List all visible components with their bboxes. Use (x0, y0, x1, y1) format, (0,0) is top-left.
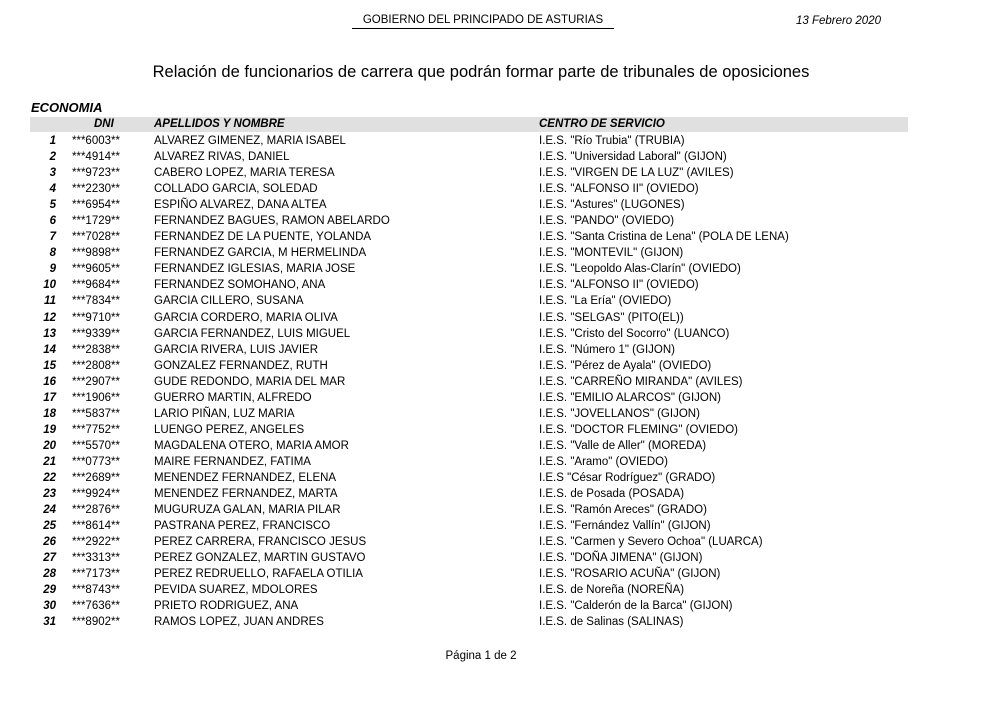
table-row (30, 438, 908, 454)
dni-cell: ***2922** (72, 536, 120, 549)
center-cell: I.E.S. "Santa Cristina de Lena" (POLA DE LENA) (539, 231, 789, 244)
row-number: 27 (43, 552, 56, 565)
table-row (30, 293, 908, 309)
column-header-name: APELLIDOS Y NOMBRE (154, 118, 285, 130)
dni-cell: ***2230** (72, 183, 120, 196)
name-cell: MUGURUZA GALAN, MARIA PILAR (154, 504, 341, 517)
dni-cell: ***9924** (72, 488, 120, 501)
table-row (30, 149, 908, 165)
table-row (30, 181, 908, 197)
name-cell: GARCIA CILLERO, SUSANA (154, 295, 304, 308)
center-cell: I.E.S. "JOVELLANOS" (GIJON) (539, 407, 700, 420)
dni-cell: ***4914** (72, 151, 120, 164)
dni-cell: ***7173** (72, 568, 120, 581)
name-cell: FERNANDEZ BAGUES, RAMON ABELARDO (154, 215, 390, 228)
center-cell: I.E.S. "Valle de Aller" (MOREDA) (539, 439, 707, 452)
row-number: 19 (43, 423, 56, 436)
row-number: 14 (43, 343, 56, 356)
table-row (30, 534, 908, 550)
dni-cell: ***2876** (72, 504, 120, 517)
dni-cell: ***9684** (72, 279, 120, 292)
table-row (30, 454, 908, 470)
dni-cell: ***6954** (72, 199, 120, 212)
section-heading: ECONOMIA (31, 100, 103, 115)
center-cell: I.E.S. "ALFONSO II" (OVIEDO) (539, 279, 699, 292)
column-header-center: CENTRO DE SERVICIO (539, 118, 665, 130)
name-cell: MENENDEZ FERNANDEZ, MARTA (154, 488, 338, 501)
name-cell: PASTRANA PEREZ, FRANCISCO (154, 520, 331, 533)
dni-cell: ***9605** (72, 263, 120, 276)
row-number: 4 (49, 183, 56, 196)
row-number: 21 (43, 455, 56, 468)
row-number: 6 (49, 215, 56, 228)
row-number: 11 (44, 295, 56, 308)
center-cell: I.E.S. "Calderón de la Barca" (GIJON) (539, 600, 733, 613)
table-row (30, 310, 908, 326)
table-row (30, 470, 908, 486)
row-number: 29 (43, 584, 56, 597)
row-number: 1 (49, 135, 56, 147)
row-number: 22 (43, 471, 56, 484)
name-cell: CABERO LOPEZ, MARIA TERESA (154, 167, 335, 180)
center-cell: I.E.S. "Ramón Areces" (GRADO) (539, 504, 707, 517)
row-number: 16 (43, 375, 56, 388)
row-number: 10 (43, 279, 56, 292)
row-number: 3 (49, 167, 56, 180)
table-row (30, 598, 908, 614)
dni-cell: ***9710** (72, 311, 120, 324)
name-cell: GARCIA FERNANDEZ, LUIS MIGUEL (154, 327, 351, 340)
name-cell: PEVIDA SUAREZ, MDOLORES (154, 584, 318, 597)
center-cell: I.E.S. "Aramo" (OVIEDO) (539, 455, 668, 468)
name-cell: FERNANDEZ DE LA PUENTE, YOLANDA (154, 231, 372, 244)
name-cell: ALVAREZ RIVAS, DANIEL (154, 151, 290, 164)
table-row (30, 197, 908, 213)
table-row (30, 245, 908, 261)
table-row (30, 213, 908, 229)
table-row (30, 165, 908, 181)
document-title: Relación de funcionarios de carrera que podrán formar parte de tribunales de oposiciones (152, 63, 810, 81)
row-number: 26 (43, 536, 56, 549)
dni-cell: ***2689** (72, 471, 120, 484)
center-cell: I.E.S. "Universidad Laboral" (GIJON) (539, 151, 727, 164)
table-row (30, 358, 908, 374)
row-number: 8 (49, 247, 56, 260)
table-row (30, 582, 908, 598)
dni-cell: ***8902** (72, 616, 120, 629)
row-number: 28 (43, 568, 56, 581)
center-cell: I.E.S. "Número 1" (GIJON) (539, 343, 675, 356)
row-number: 24 (43, 504, 56, 517)
name-cell: MAIRE FERNANDEZ, FATIMA (154, 455, 311, 468)
column-header-dni: DNI (94, 118, 114, 130)
table-row (30, 277, 908, 293)
table-row (30, 133, 908, 149)
name-cell: ALVAREZ GIMENEZ, MARIA ISABEL (154, 135, 346, 147)
center-cell: I.E.S. "Astures" (LUGONES) (539, 199, 685, 212)
table-row (30, 342, 908, 358)
row-number: 9 (49, 263, 56, 276)
dni-cell: ***5570** (72, 439, 120, 452)
row-number: 18 (43, 407, 56, 420)
dni-cell: ***9339** (72, 327, 120, 340)
dni-cell: ***3313** (72, 552, 120, 565)
row-number: 23 (43, 488, 56, 501)
dni-cell: ***9723** (72, 167, 120, 180)
dni-cell: ***9898** (72, 247, 120, 260)
row-number: 2 (49, 151, 56, 164)
dni-cell: ***6003** (72, 135, 120, 147)
center-cell: I.E.S. "DOÑA JIMENA" (GIJON) (539, 552, 703, 565)
center-cell: I.E.S. "SELGAS" (PITO(EL)) (539, 311, 684, 324)
row-number: 31 (43, 616, 56, 629)
center-cell: I.E.S. "La Ería" (OVIEDO) (539, 295, 672, 308)
dni-cell: ***7834** (72, 295, 120, 308)
center-cell: I.E.S. "Leopoldo Alas-Clarín" (OVIEDO) (539, 263, 741, 276)
name-cell: PRIETO RODRIGUEZ, ANA (154, 600, 299, 613)
dni-cell: ***7752** (72, 423, 120, 436)
dni-cell: ***7636** (72, 600, 120, 613)
table-row (30, 518, 908, 534)
center-cell: I.E.S. "DOCTOR FLEMING" (OVIEDO) (539, 423, 738, 436)
table-row (30, 550, 908, 566)
page-number: Página 1 de 2 (445, 650, 517, 662)
table-row (30, 406, 908, 422)
table-row (30, 502, 908, 518)
name-cell: MAGDALENA OTERO, MARIA AMOR (154, 439, 349, 452)
name-cell: PEREZ REDRUELLO, RAFAELA OTILIA (154, 568, 363, 581)
center-cell: I.E.S. "Río Trubia" (TRUBIA) (539, 135, 685, 147)
name-cell: FERNANDEZ SOMOHANO, ANA (154, 279, 326, 292)
table-row (30, 486, 908, 502)
name-cell: PEREZ CARRERA, FRANCISCO JESUS (154, 536, 367, 549)
table-row (30, 422, 908, 438)
dni-cell: ***1906** (72, 391, 120, 404)
center-cell: I.E.S. "EMILIO ALARCOS" (GIJON) (539, 391, 721, 404)
center-cell: I.E.S. "Fernández Vallín" (GIJON) (539, 520, 711, 533)
row-number: 7 (49, 231, 56, 244)
row-number: 20 (43, 439, 56, 452)
table-row (30, 229, 908, 245)
dni-cell: ***0773** (72, 455, 120, 468)
dni-cell: ***2808** (72, 359, 120, 372)
name-cell: RAMOS LOPEZ, JUAN ANDRES (154, 616, 324, 629)
table-body (30, 133, 908, 630)
center-cell: I.E.S. "Cristo del Socorro" (LUANCO) (539, 327, 730, 340)
table-row (30, 614, 908, 630)
name-cell: PEREZ GONZALEZ, MARTIN GUSTAVO (154, 552, 366, 565)
center-cell: I.E.S. "Carmen y Severo Ochoa" (LUARCA) (539, 536, 763, 549)
name-cell: GARCIA RIVERA, LUIS JAVIER (154, 343, 319, 356)
center-cell: I.E.S. "Pérez de Ayala" (OVIEDO) (539, 359, 712, 372)
row-number: 15 (43, 359, 56, 372)
table-row (30, 326, 908, 342)
name-cell: LARIO PIÑAN, LUZ MARIA (154, 407, 295, 420)
dni-cell: ***7028** (72, 231, 120, 244)
center-cell: I.E.S. "ALFONSO II" (OVIEDO) (539, 183, 699, 196)
dni-cell: ***1729** (72, 215, 120, 228)
center-cell: I.E.S. de Posada (POSADA) (539, 488, 685, 501)
center-cell: I.E.S "César Rodríguez" (GRADO) (539, 471, 716, 484)
header-organization: GOBIERNO DEL PRINCIPADO DE ASTURIAS (352, 14, 614, 29)
dni-cell: ***2907** (72, 375, 120, 388)
name-cell: GUERRO MARTIN, ALFREDO (154, 391, 312, 404)
table-row (30, 390, 908, 406)
center-cell: I.E.S. "ROSARIO ACUÑA" (GIJON) (539, 568, 721, 581)
name-cell: GONZALEZ FERNANDEZ, RUTH (154, 359, 328, 372)
dni-cell: ***5837** (72, 407, 120, 420)
name-cell: GARCIA CORDERO, MARIA OLIVA (154, 311, 338, 324)
row-number: 25 (43, 520, 56, 533)
name-cell: GUDE REDONDO, MARIA DEL MAR (154, 375, 346, 388)
table-row (30, 374, 908, 390)
table-header (30, 117, 908, 132)
center-cell: I.E.S. de Noreña (NOREÑA) (539, 584, 685, 597)
center-cell: I.E.S. "MONTEVIL" (GIJON) (539, 247, 684, 260)
name-cell: FERNANDEZ GARCIA, M HERMELINDA (154, 247, 367, 260)
row-number: 13 (43, 327, 56, 340)
center-cell: I.E.S. "PANDO" (OVIEDO) (539, 215, 675, 228)
name-cell: LUENGO PEREZ, ANGELES (154, 423, 305, 436)
header-date: 13 Febrero 2020 (795, 15, 881, 27)
table-row (30, 566, 908, 582)
row-number: 30 (43, 600, 56, 613)
name-cell: COLLADO GARCIA, SOLEDAD (154, 183, 318, 196)
name-cell: FERNANDEZ IGLESIAS, MARIA JOSE (154, 263, 356, 276)
center-cell: I.E.S. de Salinas (SALINAS) (539, 616, 684, 629)
row-number: 12 (43, 311, 56, 324)
dni-cell: ***2838** (72, 343, 120, 356)
table-row (30, 261, 908, 277)
dni-cell: ***8743** (72, 584, 120, 597)
name-cell: ESPIÑO ALVAREZ, DANA ALTEA (154, 199, 327, 212)
row-number: 5 (49, 199, 56, 212)
dni-cell: ***8614** (72, 520, 120, 533)
row-number: 17 (43, 391, 56, 404)
center-cell: I.E.S. "CARREÑO MIRANDA" (AVILES) (539, 375, 743, 388)
center-cell: I.E.S. "VIRGEN DE LA LUZ" (AVILES) (539, 167, 734, 180)
name-cell: MENENDEZ FERNANDEZ, ELENA (154, 471, 337, 484)
